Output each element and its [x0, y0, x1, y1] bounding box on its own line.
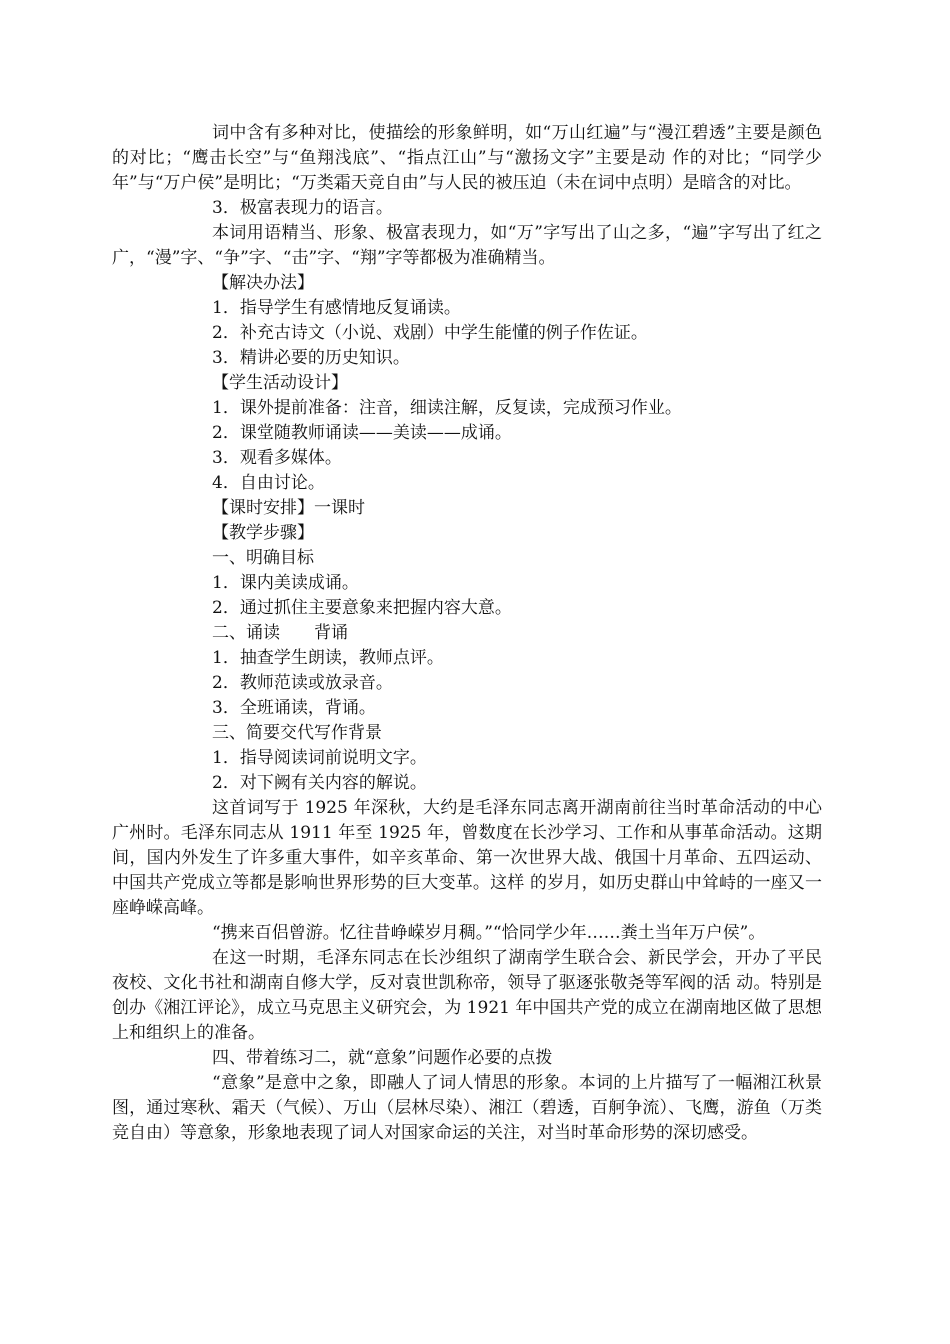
paragraph: 三、简要交代写作背景: [212, 723, 382, 743]
paragraph: 二、诵读 背诵: [212, 623, 348, 643]
paragraph: 3．全班诵读，背诵。: [212, 698, 376, 718]
paragraph: 3．精讲必要的历史知识。: [212, 348, 410, 368]
paragraph: 1．课外提前准备：注音，细读注解，反复读，完成预习作业。: [212, 398, 682, 418]
paragraph: 2．课堂随教师诵读——美读——成诵。: [212, 423, 512, 443]
paragraph: 2．补充古诗文（小说、戏剧）中学生能懂的例子作佐证。: [212, 323, 648, 343]
paragraph: 【解决办法】: [212, 273, 314, 293]
paragraph: 一、明确目标: [212, 548, 314, 568]
paragraph: “意象”是意中之象，即融人了词人情思的形象。本词的上片描写了一幅湘江秋景图，通过寒秋、霜天（气候）、万山（层林尽染）、湘江（碧透，百舸争流）、飞鹰，游鱼（万类竞自由）等意象，形象地表现了词人对国家命运的关注，对当时革命形势的深切感受。: [112, 1073, 822, 1143]
paragraph: 1．抽查学生朗读，教师点评。: [212, 648, 444, 668]
paragraph: 【学生活动设计】: [212, 373, 348, 393]
paragraph: 1．指导阅读词前说明文字。: [212, 748, 427, 768]
paragraph: 这首词写于 1925 年深秋，大约是毛泽东同志离开湖南前往当时革命活动的中心广州时。毛泽东同志从 1911 年至 1925 年，曾数度在长沙学习、工作和从事革命活动。这期间，国内外发生了许多重大事件，如辛亥革命、第一次世界大战、俄国十月革命、五四运动、中国共产党成立等都是影响世界形势的巨大变革。这样 的岁月，如历史群山中耸峙的一座又一座峥嵘高峰。: [112, 798, 822, 918]
paragraph: 本词用语精当、形象、极富表现力，如“万”字写出了山之多，“遍”字写出了红之广，“漫”字、“争”字、“击”字、“翔”字等都极为准确精当。: [112, 223, 822, 268]
paragraph: 1．指导学生有感情地反复诵读。: [212, 298, 461, 318]
paragraph: 2．通过抓住主要意象来把握内容大意。: [212, 598, 512, 618]
paragraph: 2．教师范读或放录音。: [212, 673, 393, 693]
paragraph: 【教学步骤】: [212, 523, 314, 543]
paragraph: 3．观看多媒体。: [212, 448, 342, 468]
paragraph: 3．极富表现力的语言。: [212, 198, 393, 218]
paragraph: 在这一时期，毛泽东同志在长沙组织了湖南学生联合会、新民学会，开办了平民夜校、文化书社和湖南自修大学，反对袁世凯称帝，领导了驱逐张敬尧等军阀的活 动。特别是创办《湘江评论》，成立马克思主义研究会，为 1921 年中国共产党的成立在湖南地区做了思想上和组织上的准备。: [112, 948, 822, 1043]
paragraph: 2．对下阙有关内容的解说。: [212, 773, 427, 793]
paragraph: 【课时安排】一课时: [212, 498, 365, 518]
paragraph: 四、带着练习二，就“意象”问题作必要的点拨: [212, 1048, 553, 1068]
paragraph: 1．课内美读成诵。: [212, 573, 359, 593]
document-body: [112, 121, 822, 1146]
paragraph: 4．自由讨论。: [212, 473, 325, 493]
paragraph: “携来百侣曾游。忆往昔峥嵘岁月稠。”“恰同学少年……粪土当年万户侯”。: [212, 923, 766, 943]
paragraph: 词中含有多种对比，使描绘的形象鲜明，如“万山红遍”与“漫江碧透”主要是颜色的对比；“鹰击长空”与“鱼翔浅底”、“指点江山”与“激扬文字”主要是动 作的对比；“同学少年”与“万户侯”是明比；“万类霜天竞自由”与人民的被压迫（未在词中点明）是暗含的对比。: [112, 123, 822, 193]
